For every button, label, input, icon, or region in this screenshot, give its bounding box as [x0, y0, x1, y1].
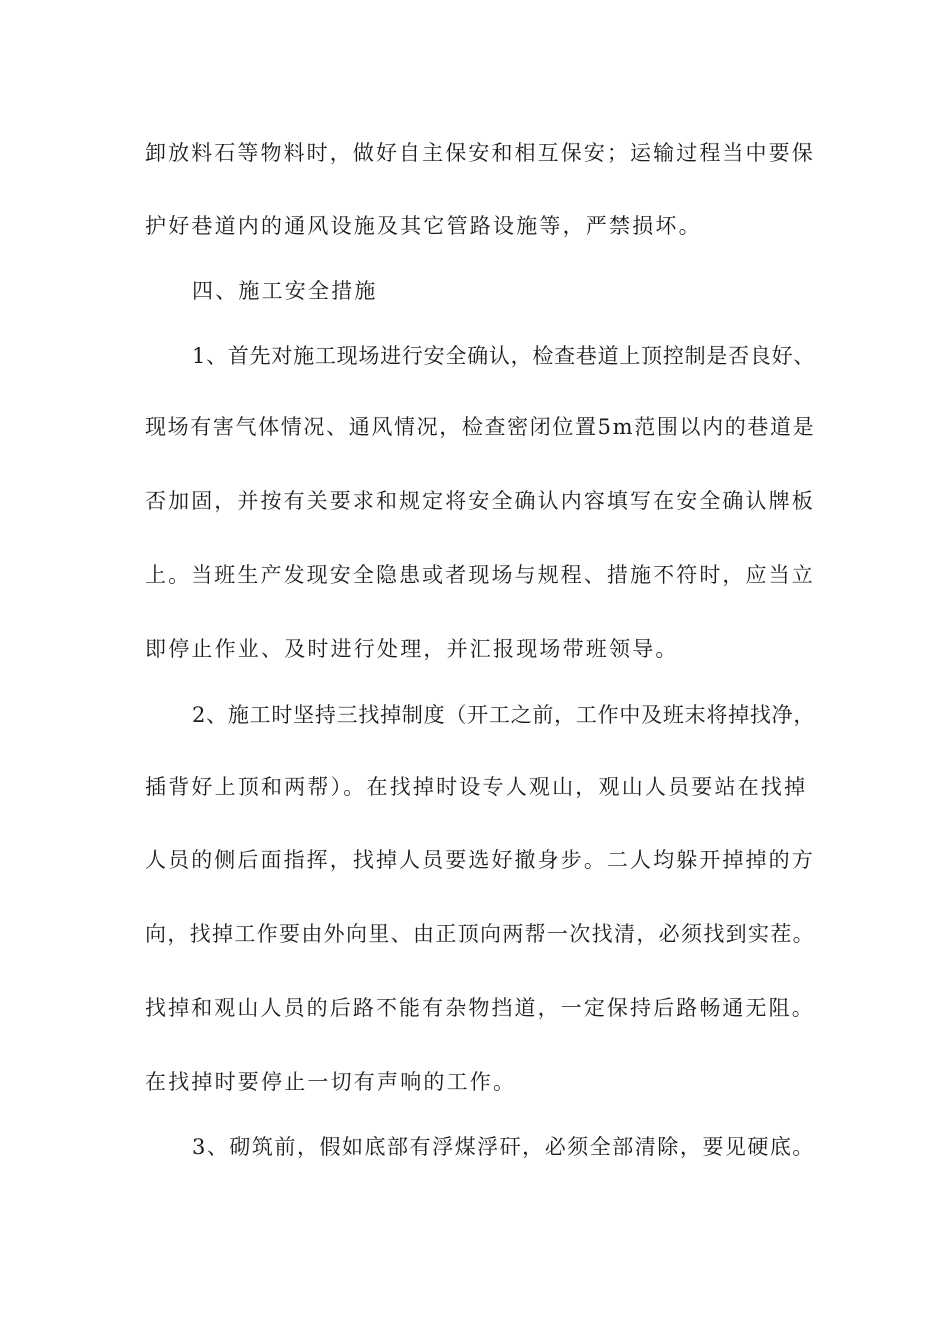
text-line: 3、砌筑前，假如底部有浮煤浮矸，必须全部清除，要见硬底。 [192, 1135, 815, 1159]
text-line: 现场有害气体情况、通风情况，检查密闭位置5m范围以内的巷道是 [145, 415, 816, 439]
text-line: 在找掉时要停止一切有声响的工作。 [145, 1070, 517, 1094]
text-line: 找掉和观山人员的后路不能有杂物挡道，一定保持后路畅通无阻。 [145, 996, 815, 1020]
text-line: 插背好上顶和两帮）。在找掉时设专人观山，观山人员要站在找掉 [145, 775, 808, 799]
text-line: 护好巷道内的通风设施及其它管路设施等，严禁损坏。 [145, 214, 702, 238]
text-line: 2、施工时坚持三找掉制度（开工之前，工作中及班末将掉找净， [192, 703, 816, 727]
text-line: 1、首先对施工现场进行安全确认，检查巷道上顶控制是否良好、 [192, 344, 816, 368]
section-heading: 四、施工安全措施 [192, 279, 378, 303]
text-line: 向，找掉工作要由外向里、由正顶向两帮一次找清，必须找到实茬。 [145, 922, 815, 946]
text-line: 卸放料石等物料时，做好自主保安和相互保安；运输过程当中要保 [145, 141, 815, 165]
text-line: 否加固，并按有关要求和规定将安全确认内容填写在安全确认牌板 [145, 489, 815, 513]
text-line: 即停止作业、及时进行处理，并汇报现场带班领导。 [145, 637, 679, 661]
text-line: 人员的侧后面指挥，找掉人员要选好撤身步。二人均躲开掉掉的方 [145, 848, 815, 872]
text-line: 上。当班生产发现安全隐患或者现场与规程、措施不符时，应当立 [145, 563, 815, 587]
